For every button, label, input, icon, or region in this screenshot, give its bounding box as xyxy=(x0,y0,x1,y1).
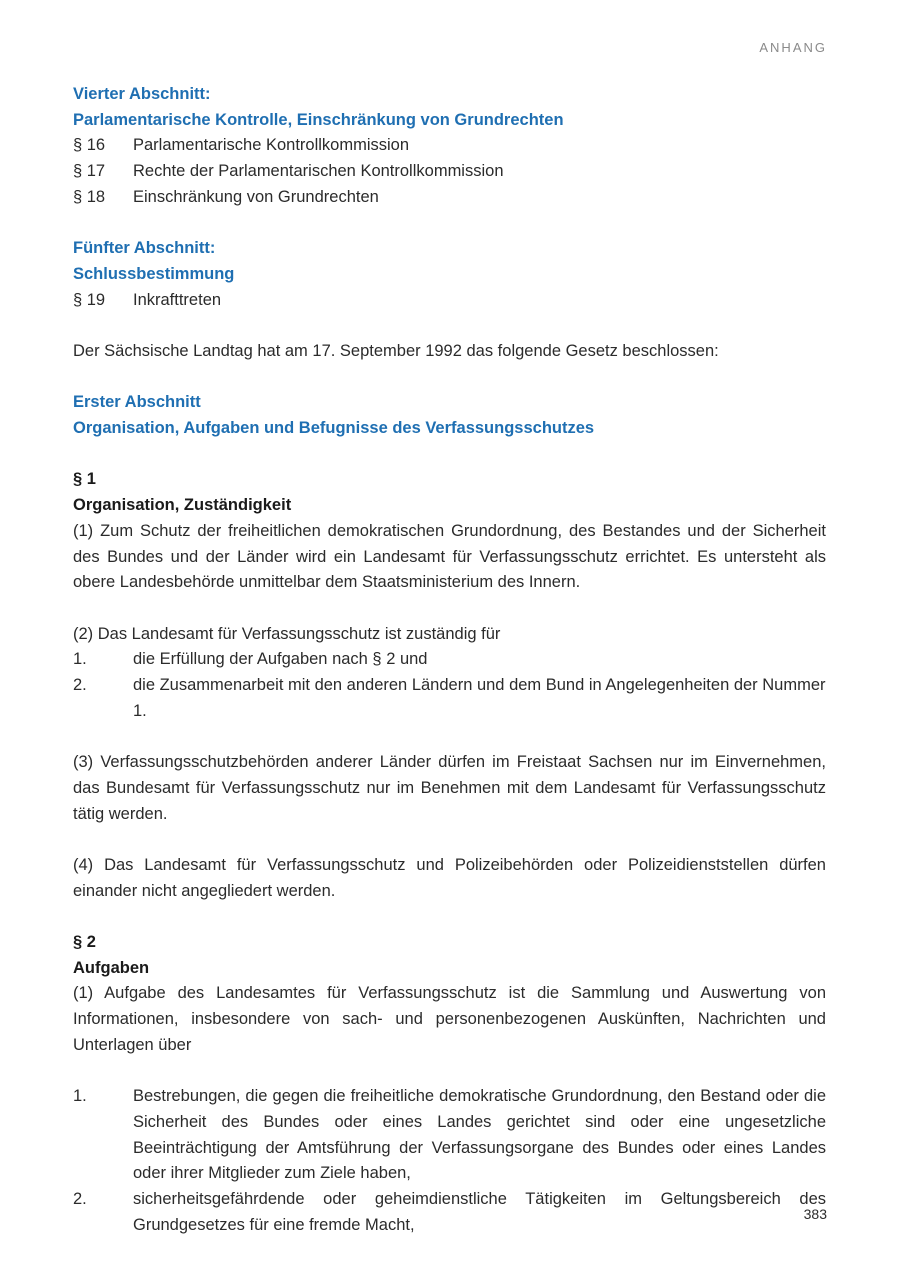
list-item-text: sicherheitsgefährdende oder geheimdienstliche Tätigkeiten im Geltungsbereich des Grundgesetzes für eine fremde Macht, xyxy=(133,1190,826,1234)
list-item xyxy=(73,1187,826,1238)
list-item-num: 1. xyxy=(73,650,87,669)
toc-section4-heading: Vierter Abschnitt: xyxy=(73,85,211,103)
list-item xyxy=(73,673,826,724)
paragraph-title: Aufgaben xyxy=(73,958,150,977)
toc-item xyxy=(73,288,826,314)
paragraph-text: (1) Aufgabe des Landesamtes für Verfassungsschutz ist die Sammlung und Auswertung von Informationen, insbesondere von sach- und personenbezogenen Auskünften, Nachrichten und Unterlagen über xyxy=(73,984,826,1054)
paragraph-text: (2) Das Landesamt für Verfassungsschutz ist zuständig für xyxy=(73,624,501,643)
toc-item-num: § 16 xyxy=(73,136,106,155)
toc-section4-subheading: Parlamentarische Kontrolle, Einschränkung von Grundrechten xyxy=(73,110,564,129)
paragraph-text: (4) Das Landesamt für Verfassungsschutz und Polizeibehörden oder Polizeidienststellen dürfen einander nicht angegliedert werden. xyxy=(73,855,826,900)
toc-item-text: Parlamentarische Kontrollkommission xyxy=(133,136,410,155)
intro-text: Der Sächsische Landtag hat am 17. September 1992 das folgende Gesetz beschlossen: xyxy=(73,342,719,360)
toc-item xyxy=(73,159,826,185)
list-item-num: 2. xyxy=(73,1190,87,1209)
toc-section5-heading: Fünfter Abschnitt: xyxy=(73,239,216,258)
paragraph-text: (3) Verfassungsschutzbehörden anderer Länder dürfen im Freistaat Sachsen nur im Einvernehmen, das Bundesamt für Verfassungsschutz nur im Benehmen mit dem Landesamt für Verfassungsschutz tätig werden. xyxy=(73,753,826,823)
toc-item-num: § 17 xyxy=(73,162,106,181)
toc-item-num: § 19 xyxy=(73,290,106,309)
toc-item-text: Rechte der Parlamentarischen Kontrollkommission xyxy=(133,162,504,181)
list-item-text: die Erfüllung der Aufgaben nach § 2 und xyxy=(133,650,428,669)
toc-item-text: Einschränkung von Grundrechten xyxy=(133,187,379,206)
section1-subheading: Organisation, Aufgaben und Befugnisse des Verfassungsschutzes xyxy=(73,419,595,438)
paragraph-number: § 2 xyxy=(73,933,96,952)
toc-item xyxy=(73,133,826,159)
toc-item-text: Inkrafttreten xyxy=(133,290,222,309)
toc-item-num: § 18 xyxy=(73,187,106,206)
list-item xyxy=(73,1084,826,1187)
page-number: 383 xyxy=(803,1206,827,1222)
list-item-num: 1. xyxy=(73,1087,87,1106)
paragraph-text: (1) Zum Schutz der freiheitlichen demokratischen Grundordnung, des Bestandes und der Sicherheit des Bundes und der Länder wird ein Landesamt für Verfassungsschutz errichtet. Es untersteht als obere Landesbehörde unmittelbar dem Staatsministerium des Innern. xyxy=(73,521,826,592)
page-content xyxy=(73,82,826,1239)
list-item-text: Bestrebungen, die gegen die freiheitliche demokratische Grundordnung, den Bestand oder die Sicherheit des Bundes oder eines Landes gerichtet sind oder eine ungesetzliche Beeinträchtigung der Amtsführung der Verfassungsorgane des Bundes oder eines Landes oder ihrer Mitglieder zum Ziele haben, xyxy=(133,1087,826,1183)
section1-heading: Erster Abschnitt xyxy=(73,393,201,412)
toc-section5-subheading: Schlussbestimmung xyxy=(73,264,235,283)
running-header: ANHANG xyxy=(759,40,827,55)
list-item-num: 2. xyxy=(73,676,87,695)
list-item-text: die Zusammenarbeit mit den anderen Ländern und dem Bund in Angelegenheiten der Nummer 1. xyxy=(133,676,826,720)
paragraph-title: Organisation, Zuständigkeit xyxy=(73,496,292,515)
list-item xyxy=(73,647,826,673)
paragraph-number: § 1 xyxy=(73,470,96,489)
toc-item xyxy=(73,185,826,211)
